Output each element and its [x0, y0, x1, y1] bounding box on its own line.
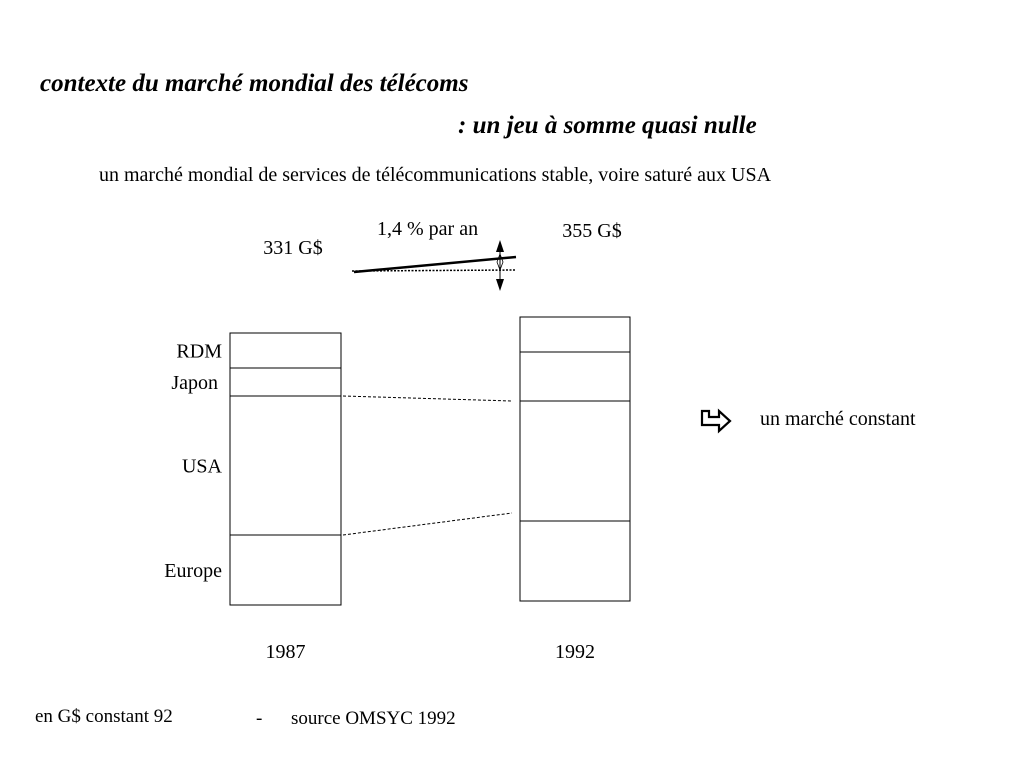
footnote-units: en G$ constant 92	[35, 706, 173, 727]
double-arrow-icon	[496, 240, 504, 291]
category-label-1992: 1992	[555, 641, 595, 663]
slide-title-line2: : un jeu à somme quasi nulle	[458, 112, 757, 139]
segment-label-europe: Europe	[164, 560, 222, 582]
connector-europe-usa	[343, 513, 512, 535]
growth-indicator	[352, 240, 516, 291]
connectors-layer	[343, 396, 512, 535]
slide-title-line1: contexte du marché mondial des télécoms	[40, 70, 469, 97]
slide-subtitle: un marché mondial de services de télécommunications stable, voire saturé aux USA	[99, 164, 772, 186]
growth-annotation: 1,4 % par an	[377, 218, 479, 240]
segment-label-rdm: RDM	[176, 340, 222, 363]
bars-layer	[230, 317, 630, 605]
bar-segment-rdm-1992	[520, 317, 630, 352]
segment-label-usa: USA	[181, 455, 222, 478]
conclusion-text: un marché constant	[760, 408, 916, 430]
bar-segment-japon-1987	[230, 368, 341, 396]
category-label-1987: 1987	[265, 641, 306, 663]
bar-segment-europe-1987	[230, 535, 341, 605]
bar-segment-europe-1992	[520, 521, 630, 601]
connector-usa-japon	[343, 396, 512, 401]
bar-segment-usa-1987	[230, 396, 341, 535]
footnote-dash: -	[256, 708, 263, 729]
bar-segment-usa-1992	[520, 401, 630, 521]
segment-label-japon: Japon	[171, 372, 218, 394]
bar-segment-japon-1992	[520, 352, 630, 401]
total-label-1987: 331 G$	[263, 237, 323, 259]
total-label-1992: 355 G$	[562, 220, 622, 242]
footnote-source: source OMSYC 1992	[291, 708, 456, 729]
bar-segment-rdm-1987	[230, 333, 341, 368]
growth-trend-line	[354, 257, 516, 272]
hollow-right-turn-arrow-icon	[699, 408, 733, 434]
